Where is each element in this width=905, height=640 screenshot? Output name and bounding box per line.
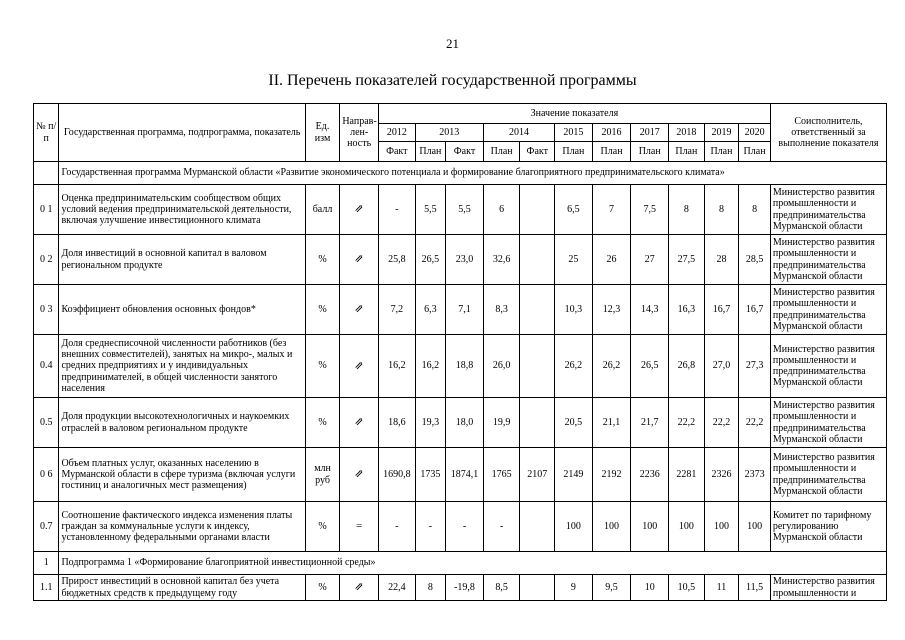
value-cell: 22,2: [739, 398, 771, 448]
value-cell: [520, 235, 555, 285]
value-cell: 16,3: [669, 285, 705, 335]
header-value-type: Факт: [379, 142, 416, 162]
header-year: 2018: [669, 124, 705, 142]
unit: %: [305, 398, 340, 448]
value-cell: 27: [631, 235, 669, 285]
value-cell: 1690,8: [379, 448, 416, 502]
value-cell: 5,5: [415, 185, 446, 235]
value-cell: 9: [555, 575, 593, 601]
value-cell: 8: [669, 185, 705, 235]
value-cell: 14,3: [631, 285, 669, 335]
header-year: 2014: [483, 124, 554, 142]
responsible: Министерство развития промышленности и предпринимательства Мурманской области: [770, 185, 886, 235]
header-value-type: План: [483, 142, 520, 162]
indicator-name: Оценка предпринимательским сообществом общих условий ведения предпринимательской деятельности, включая улучшение инвестиционного климата: [59, 185, 305, 235]
header-program: Государственная программа, подпрограмма, показатель: [59, 104, 305, 162]
value-cell: 11,5: [739, 575, 771, 601]
value-cell: 1765: [483, 448, 520, 502]
direction-mark: =: [340, 502, 379, 552]
value-cell: 100: [631, 502, 669, 552]
header-value-type: План: [592, 142, 631, 162]
value-cell: 25: [555, 235, 593, 285]
value-cell: [520, 285, 555, 335]
unit: балл: [305, 185, 340, 235]
value-cell: 10,5: [669, 575, 705, 601]
table-row: [34, 502, 887, 552]
value-cell: 26,5: [415, 235, 446, 285]
value-cell: 16,2: [379, 335, 416, 398]
value-cell: 1735: [415, 448, 446, 502]
value-cell: 16,7: [704, 285, 739, 335]
value-cell: 11: [704, 575, 739, 601]
direction-mark: ⇗: [340, 575, 379, 601]
responsible: Комитет по тарифному регулированию Мурманской области: [770, 502, 886, 552]
header-value-type: План: [555, 142, 593, 162]
responsible: Министерство развития промышленности и предпринимательства Мурманской области: [770, 285, 886, 335]
value-cell: 7,2: [379, 285, 416, 335]
value-cell: 27,3: [739, 335, 771, 398]
value-cell: 28,5: [739, 235, 771, 285]
header-responsible: Соисполнитель, ответственный за выполнение показателя: [770, 104, 886, 162]
table-row: [34, 185, 887, 235]
value-cell: 32,6: [483, 235, 520, 285]
value-cell: 100: [704, 502, 739, 552]
value-cell: -: [379, 185, 416, 235]
value-cell: 2107: [520, 448, 555, 502]
unit: %: [305, 575, 340, 601]
value-cell: 2326: [704, 448, 739, 502]
responsible: Министерство развития промышленности и: [770, 575, 886, 601]
value-cell: 6,3: [415, 285, 446, 335]
value-cell: 100: [669, 502, 705, 552]
table-row: [34, 235, 887, 285]
value-cell: 18,0: [446, 398, 484, 448]
row-num: 0 2: [34, 235, 59, 285]
value-cell: 8: [704, 185, 739, 235]
value-cell: -: [446, 502, 484, 552]
header-value-type: Факт: [446, 142, 484, 162]
value-cell: 100: [739, 502, 771, 552]
header-unit: Ед. изм: [305, 104, 340, 162]
direction-mark: ⇗: [340, 398, 379, 448]
value-cell: [520, 185, 555, 235]
unit: %: [305, 235, 340, 285]
value-cell: 1874,1: [446, 448, 484, 502]
value-cell: 20,5: [555, 398, 593, 448]
table-row: [34, 575, 887, 601]
header-year: 2013: [415, 124, 483, 142]
value-cell: 6: [483, 185, 520, 235]
value-cell: 18,6: [379, 398, 416, 448]
header-num: № п/п: [34, 104, 59, 162]
table-row: [34, 398, 887, 448]
value-cell: 2192: [592, 448, 631, 502]
value-cell: 27,5: [669, 235, 705, 285]
value-cell: 7,1: [446, 285, 484, 335]
header-value-type: План: [704, 142, 739, 162]
value-cell: 2281: [669, 448, 705, 502]
header-year: 2020: [739, 124, 771, 142]
page-title: II. Перечень показателей государственной программы: [268, 72, 637, 89]
value-cell: [520, 398, 555, 448]
indicator-name: Объем платных услуг, оказанных населению в Мурманской области в сфере туризма (включая услуги гостиниц и аналогичных мест размещения): [59, 448, 305, 502]
responsible: Министерство развития промышленности и предпринимательства Мурманской области: [770, 448, 886, 502]
table-row: [34, 335, 887, 398]
header-value-type: План: [739, 142, 771, 162]
header-year: 2015: [555, 124, 593, 142]
header-year: 2017: [631, 124, 669, 142]
header-year: 2016: [592, 124, 631, 142]
value-cell: 9,5: [592, 575, 631, 601]
indicator-name: Коэффициент обновления основных фондов*: [59, 285, 305, 335]
value-cell: 10: [631, 575, 669, 601]
indicator-name: Соотношение фактического индекса изменения платы граждан за коммунальные услуги к индексу, установленному федеральными органами власти: [59, 502, 305, 552]
value-cell: -19,8: [446, 575, 484, 601]
value-cell: 8: [415, 575, 446, 601]
value-cell: 21,7: [631, 398, 669, 448]
subprogram-row: [34, 552, 887, 575]
value-cell: 100: [592, 502, 631, 552]
direction-mark: ⇗: [340, 335, 379, 398]
value-cell: 19,3: [415, 398, 446, 448]
row-num: 0.4: [34, 335, 59, 398]
value-cell: 25,8: [379, 235, 416, 285]
header-value-type: Факт: [520, 142, 555, 162]
direction-mark: ⇗: [340, 235, 379, 285]
value-cell: 26,5: [631, 335, 669, 398]
row-num: 0 1: [34, 185, 59, 235]
unit: %: [305, 285, 340, 335]
row-num: 0.7: [34, 502, 59, 552]
value-cell: 100: [555, 502, 593, 552]
indicator-name: Доля среднесписочной численности работников (без внешних совместителей), занятых на микро-, малых и средних предприятиях и у индивидуальных предпринимателей, в общей численности занятого населения: [59, 335, 305, 398]
responsible: Министерство развития промышленности и предпринимательства Мурманской области: [770, 335, 886, 398]
value-cell: 22,2: [704, 398, 739, 448]
indicators-table: [33, 103, 887, 601]
unit: млн руб: [305, 448, 340, 502]
value-cell: [520, 335, 555, 398]
unit: %: [305, 502, 340, 552]
direction-mark: ⇗: [340, 285, 379, 335]
unit: %: [305, 335, 340, 398]
row-num: 0.5: [34, 398, 59, 448]
value-cell: 2236: [631, 448, 669, 502]
header-value-type: План: [669, 142, 705, 162]
indicator-name: Доля продукции высокотехнологичных и наукоемких отраслей в валовом региональном продукте: [59, 398, 305, 448]
program-title: Государственная программа Мурманской области «Развитие экономического потенциала и формирование благоприятного предпринимательского климата»: [59, 162, 887, 185]
row-num: 0 3: [34, 285, 59, 335]
value-cell: 26,2: [592, 335, 631, 398]
value-cell: 26,8: [669, 335, 705, 398]
indicator-name: Доля инвестиций в основной капитал в валовом региональном продукте: [59, 235, 305, 285]
value-cell: -: [483, 502, 520, 552]
indicator-name: Прирост инвестиций в основной капитал без учета бюджетных средств к предыдущему году: [59, 575, 305, 601]
header-value-type: План: [631, 142, 669, 162]
header-value: Значение показателя: [379, 104, 771, 124]
subprogram-title: Подпрограмма 1 «Формирование благоприятной инвестиционной среды»: [59, 552, 887, 575]
value-cell: 8,3: [483, 285, 520, 335]
value-cell: 22,2: [669, 398, 705, 448]
table-row: [34, 285, 887, 335]
value-cell: 2373: [739, 448, 771, 502]
value-cell: 26,0: [483, 335, 520, 398]
value-cell: 10,3: [555, 285, 593, 335]
header-value-type: План: [415, 142, 446, 162]
value-cell: 18,8: [446, 335, 484, 398]
value-cell: 16,7: [739, 285, 771, 335]
value-cell: 7: [592, 185, 631, 235]
value-cell: 5,5: [446, 185, 484, 235]
row-num: 1.1: [34, 575, 59, 601]
value-cell: 27,0: [704, 335, 739, 398]
row-num: 0 6: [34, 448, 59, 502]
page-number: 21: [446, 36, 459, 51]
value-cell: -: [379, 502, 416, 552]
header-year: 2019: [704, 124, 739, 142]
table-row: [34, 448, 887, 502]
direction-mark: ⇗: [340, 448, 379, 502]
value-cell: 8: [739, 185, 771, 235]
value-cell: 28: [704, 235, 739, 285]
value-cell: 6,5: [555, 185, 593, 235]
value-cell: 7,5: [631, 185, 669, 235]
value-cell: 23,0: [446, 235, 484, 285]
value-cell: [520, 502, 555, 552]
value-cell: 8,5: [483, 575, 520, 601]
header-year: 2012: [379, 124, 416, 142]
value-cell: [520, 575, 555, 601]
value-cell: -: [415, 502, 446, 552]
direction-mark: ⇗: [340, 185, 379, 235]
value-cell: 22,4: [379, 575, 416, 601]
value-cell: 26,2: [555, 335, 593, 398]
value-cell: 19,9: [483, 398, 520, 448]
value-cell: 26: [592, 235, 631, 285]
value-cell: 21,1: [592, 398, 631, 448]
subprogram-num: 1: [34, 552, 59, 575]
value-cell: 16,2: [415, 335, 446, 398]
value-cell: 12,3: [592, 285, 631, 335]
header-direction: Направ-лен-ность: [340, 104, 379, 162]
value-cell: 2149: [555, 448, 593, 502]
responsible: Министерство развития промышленности и предпринимательства Мурманской области: [770, 398, 886, 448]
responsible: Министерство развития промышленности и предпринимательства Мурманской области: [770, 235, 886, 285]
